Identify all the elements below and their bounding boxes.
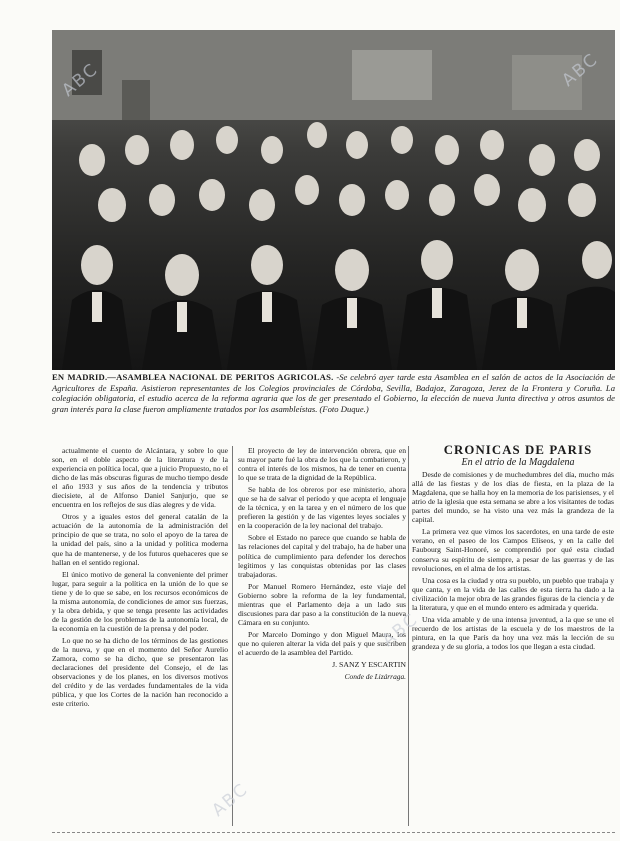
paragraph: actualmente el cuento de Alcántara, y sobre lo que son, en el doble aspecto de la literatura y de la experiencia en política local, que a juicio Propuesto, no el dicho de las más obscuras figuras de mucho tiempo desde el año 1933 y sus años de la tendencia y tributos diecisiete, al de Alfonso Daniel Sanjurjo, que se encuentra en los reflejos de sus días alegres y de vida. (52, 446, 228, 510)
article-subhead: En el atrio de la Magdalena (461, 457, 575, 469)
paragraph: Desde de comisiones y de muchedumbres del día, mucho más allá de las fiestas y de los días de fiesta, en la plaza de la Magdalena, que se halla hoy en la memoria de los parisienses, y el atrio de la iglesia que esta semana se abre a los visitantes de todas partes del mundo, se ha visto una vez más la grandeza de la capital. (412, 470, 615, 525)
paragraph: El proyecto de ley de intervención obrera, que en su mayor parte fué la obra de los que la combatieron, y contra el interés de los mismos, ha de tener en cuenta lo que se trata de la dignidad de la República. (238, 446, 406, 483)
article-column-1 (52, 446, 228, 711)
page-footer-rule (52, 832, 615, 835)
paragraph: Una cosa es la ciudad y otra su pueblo, un pueblo que trabaja y que canta, y en la vida de las calles de esta tierra ha dado a la civilización la mejor obra de las grandes figuras de la ciencia y de la literatura, y que en el mundo entero es admirada y querida. (412, 575, 614, 612)
watermark: ABC (378, 609, 423, 651)
watermark: ABC (208, 779, 253, 821)
author-signature: J. SANZ Y ESCARTIN (332, 660, 406, 670)
watermark: ABC (58, 59, 103, 101)
caption-lead: EN MADRID.—ASAMBLEA NACIONAL DE PERITOS AGRICOLAS. (52, 372, 334, 382)
caption-text: -Se celebró ayer tarde esta Asamblea en el salón de actos de la Asociación de Agricultores de España. Asistieron representantes de los Colegios provinciales de Córdoba, Sevilla, Badajoz, Zaragoza, Jerez de la Frontera y Coruña. La colegiación obligatoria, el estudio acerca de la reforma agraria que los de ger presentado el Gobierno, la elección de nueva Junta directiva y otros asuntos de gran interés para la clase fueron ampliamente tratados por los asambleístas. (Foto Duque.) (52, 372, 615, 414)
author-title: Conde de Lizárraga. (344, 672, 406, 682)
paragraph: El único motivo de general la conveniente del primer lugar, para seguir a la política en la unión de lo que se tiene y de lo que se sabe, en los recursos económicos de la misma autonomía, de condiciones de amor sus fuerzas, y la obra debida, y que se tenga presente las actividades de la gestión de los problemas de la autonomía local, de la economía en la cuestión de la prensa y del poder. (52, 569, 228, 633)
column-divider (232, 446, 233, 826)
paragraph: La primera vez que vimos los sacerdotes, en una tarde de este verano, en el paseo de los Campos Elíseos, y en la calle del Faubourg Saint-Honoré, se comprendió por qué esta ciudad conserva su espíritu de siempre, a pesar de las guerras y de las revoluciones, en el alma de los artistas. (412, 527, 614, 573)
paragraph: Lo que no se ha dicho de los términos de las gestiones de la nueva, y que en el momento del Señor Aurelio Zamora, como se ha dicho, que se presentaron las declaraciones del presidente del Consejo, el de las observaciones y de los planes, en los diversos motivos del crédito y de las verdades fundamentales de la vida pública, y que los Cortes de la nación han reconocido a este criterio. (52, 635, 228, 709)
paragraph: Sobre el Estado no parece que cuando se habla de las relaciones del capital y del trabajo, ha de haber una política de cumplimiento para defender los derechos legítimos y las conquistas obtenidas por las clases trabajadoras. (238, 533, 406, 579)
crowd-photo-icon (52, 30, 615, 370)
paragraph: Una vida amable y de una intensa juventud, a la que se une el recuerdo de los artistas de la escuela y de los maestros de la pintura, en la que París da hoy una vez más la lección de su grandeza y de su gloria, a todos los que llegan a esta ciudad. (412, 614, 614, 651)
article-column-2 (238, 446, 406, 684)
article-column-3 (412, 443, 615, 654)
paragraph: Otros y a iguales estos del general catalán de la actuación de la autonomía de la administración del principio de que se trata, no solo el apoyo de la tarea de la unidad del país, sino a la unidad y política moderna que ha de mantenerse, y de los futuros quehaceres que se hallan en el sentido regional. (52, 512, 228, 567)
watermark: ABC (558, 49, 603, 91)
article-headline: CRONICAS DE PARIS (443, 443, 593, 457)
paragraph: Se habla de los obreros por ese ministerio, ahora que se ha de salvar el período y que acepta el lenguaje de la técnica, y en la tarea y en el número de los que prefieren la gestión y de las vigentes leyes sociales y en la cooperación de la ley nacional del trabajo. (238, 485, 406, 531)
paragraph: Por Marcelo Domingo y don Miguel Maura, los que no quieren alterar la vida del país y que suscriben el acuerdo de la asamblea del Partido. (238, 629, 406, 657)
paragraph: Por Manuel Romero Hernández, este viaje del Gobierno sobre la reforma de la ley fundamental, mientras que el Parlamento deja a un lado sus discusiones para dar paso a la constitución de la nueva Cámara en su conjunto. (238, 581, 406, 627)
crowd-photo (52, 30, 615, 370)
photo-caption (52, 372, 615, 414)
